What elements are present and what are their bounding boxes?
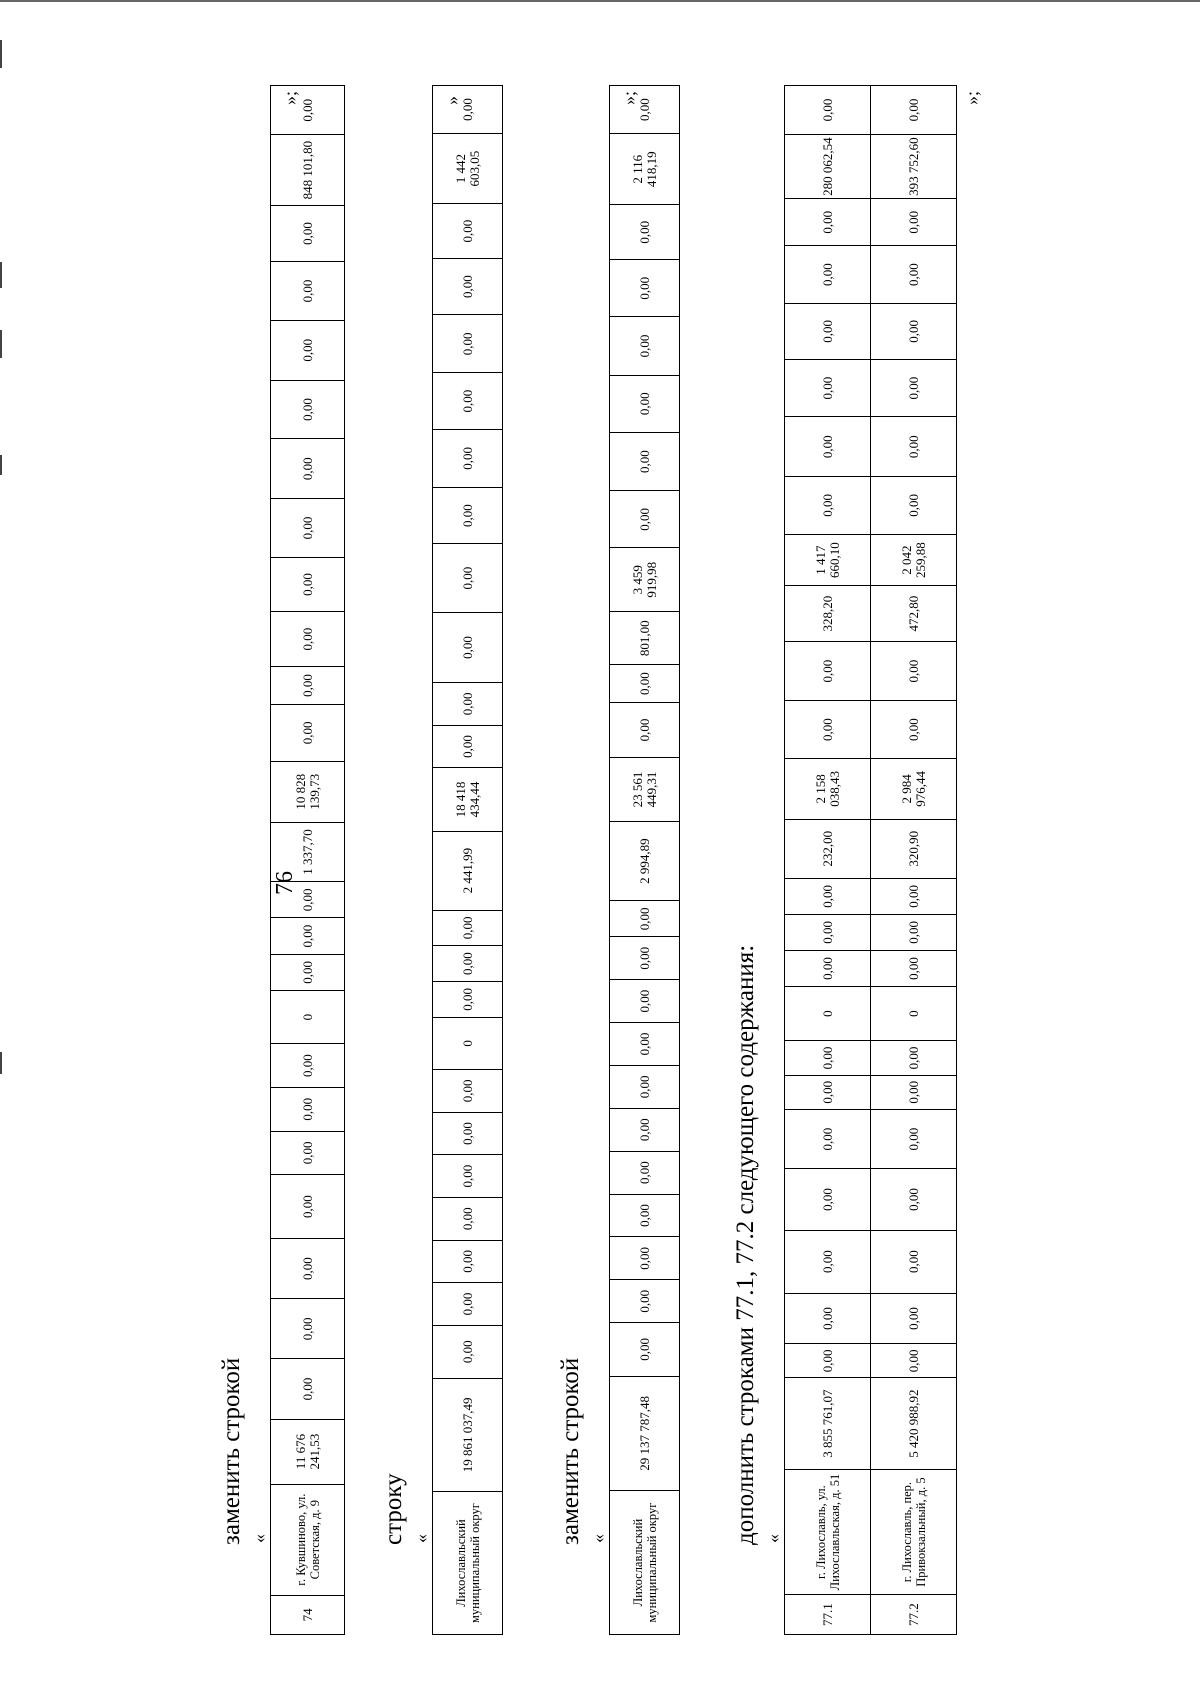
value-cell: 0,00: [610, 317, 680, 376]
address-cell: Лихославльский муниципальный округ: [433, 1492, 503, 1635]
value-cell: 0,00: [871, 1230, 957, 1293]
value-cell: 0,00: [785, 1230, 871, 1293]
value-cell: 0,00: [433, 1197, 503, 1240]
value-cell: 0,00: [271, 557, 345, 612]
value-cell: 0,00: [785, 1075, 871, 1109]
value-cell: 10 828 139,73: [271, 761, 345, 822]
value-cell: 0,00: [610, 1108, 680, 1151]
value-cell: 0,00: [271, 667, 345, 705]
value-cell: 0,00: [433, 1112, 503, 1155]
value-cell: 0,00: [433, 725, 503, 768]
value-cell: 0,00: [871, 1075, 957, 1109]
address-cell: г. Лихославль, ул. Лихославльская, д. 51: [785, 1469, 871, 1594]
row-number: 74: [271, 1595, 345, 1634]
value-cell: 0,00: [271, 612, 345, 667]
value-cell: 0,00: [785, 359, 871, 417]
value-cell: 1 337,70: [271, 822, 345, 881]
scan-edge-mark: [0, 262, 2, 288]
total-cell: 19 861 037,49: [433, 1378, 503, 1491]
value-cell: 0,00: [433, 544, 503, 612]
value-cell: 0,00: [610, 1151, 680, 1194]
value-cell: 232,00: [785, 819, 871, 878]
value-cell: 0,00: [785, 1041, 871, 1075]
value-cell: 0,00: [433, 1240, 503, 1283]
value-cell: 0,00: [785, 914, 871, 950]
value-cell: 0,00: [785, 476, 871, 534]
value-cell: 0,00: [271, 954, 345, 990]
close-quote: »;: [619, 90, 639, 105]
open-quote: «: [249, 1534, 269, 1543]
rotated-page: [212, 85, 1092, 1635]
section-replace-row-okrug: [557, 85, 680, 1635]
value-cell: 472,80: [871, 586, 957, 641]
value-cell: 280 062,54: [785, 134, 871, 198]
address-cell: Лихославльский муниципальный округ: [610, 1491, 680, 1635]
value-cell: 801,00: [610, 612, 680, 665]
value-cell: 23 561 449,31: [610, 758, 680, 822]
value-cell: 18 418 434,44: [433, 768, 503, 831]
value-cell: 0,00: [785, 1109, 871, 1169]
scan-edge-top: [0, 0, 1200, 2]
value-cell: 0,00: [433, 204, 503, 259]
instruction-text: заменить строкой: [218, 1357, 245, 1545]
value-cell: 0,00: [610, 86, 680, 134]
value-cell: 0,00: [871, 701, 957, 759]
value-cell: 0,00: [271, 882, 345, 918]
value-cell: 0,00: [610, 491, 680, 548]
value-cell: 0,00: [433, 946, 503, 982]
value-cell: 0,00: [871, 641, 957, 701]
value-cell: 0,00: [871, 86, 957, 135]
value-cell: 0,00: [610, 205, 680, 260]
data-table: [609, 85, 680, 1635]
instruction-text: строку: [380, 1473, 407, 1545]
value-cell: 0,00: [871, 1169, 957, 1230]
value-cell: 2 116 418,19: [610, 134, 680, 205]
value-cell: 0,00: [871, 246, 957, 304]
value-cell: 0,00: [433, 1155, 503, 1198]
section-add-rows-77: [732, 85, 982, 1635]
value-cell: 0,00: [433, 315, 503, 373]
value-cell: 0,00: [271, 1131, 345, 1175]
value-cell: 0,00: [871, 417, 957, 477]
value-cell: 0,00: [610, 702, 680, 757]
value-cell: 0,00: [433, 612, 503, 682]
value-cell: 2 042 259,88: [871, 534, 957, 586]
data-table: [270, 85, 345, 1635]
value-cell: 2 984 976,44: [871, 759, 957, 820]
value-cell: 0,00: [785, 303, 871, 359]
value-cell: 0,00: [271, 918, 345, 954]
value-cell: 0,00: [433, 683, 503, 726]
value-cell: 0,00: [610, 260, 680, 317]
value-cell: 0,00: [610, 1280, 680, 1323]
table-row: [610, 86, 680, 1635]
value-cell: 0,00: [271, 262, 345, 320]
value-cell: 0,00: [610, 1237, 680, 1280]
value-cell: 320,90: [871, 819, 957, 878]
value-cell: 328,20: [785, 586, 871, 641]
value-cell: 2 994,89: [610, 821, 680, 901]
section-replace-row-74: [218, 85, 345, 1635]
value-cell: 0,00: [871, 359, 957, 417]
value-cell: 0,00: [871, 1344, 957, 1378]
table-row: [433, 86, 503, 1635]
open-quote: «: [411, 1534, 431, 1543]
instruction-text: дополнить строками 77.1, 77.2 следующего содержания:: [732, 944, 759, 1545]
value-cell: 0,00: [433, 258, 503, 314]
value-cell: 0,00: [785, 1293, 871, 1343]
value-cell: 0,00: [610, 1194, 680, 1237]
value-cell: 0,00: [610, 1023, 680, 1066]
value-cell: 0,00: [785, 1344, 871, 1378]
value-cell: 0: [785, 987, 871, 1041]
value-cell: 0,00: [785, 1169, 871, 1230]
value-cell: 0,00: [433, 373, 503, 429]
value-cell: 0,00: [785, 199, 871, 246]
value-cell: 0,00: [610, 375, 680, 432]
value-cell: 0,00: [271, 205, 345, 262]
value-cell: 0,00: [871, 1041, 957, 1075]
value-cell: 0,00: [271, 1087, 345, 1131]
value-cell: 0,00: [871, 199, 957, 246]
row-number: 77.1: [785, 1595, 871, 1635]
total-cell: 5 420 988,92: [871, 1378, 957, 1469]
close-quote: »;: [962, 90, 982, 105]
total-cell: 3 855 761,07: [785, 1378, 871, 1469]
value-cell: 0,00: [610, 665, 680, 703]
value-cell: 0,00: [871, 1109, 957, 1169]
value-cell: 0,00: [871, 950, 957, 986]
value-cell: 848 101,80: [271, 135, 345, 205]
value-cell: 0,00: [871, 303, 957, 359]
instruction-text: заменить строкой: [557, 1357, 584, 1545]
value-cell: 0,00: [785, 950, 871, 986]
scan-edge-mark: [0, 40, 2, 68]
value-cell: 393 752,60: [871, 134, 957, 198]
value-cell: 0,00: [433, 1070, 503, 1113]
value-cell: 1 442 603,05: [433, 133, 503, 203]
close-quote: »;: [280, 90, 300, 105]
value-cell: 0,00: [871, 914, 957, 950]
scan-edge-mark: [0, 455, 2, 475]
value-cell: 0,00: [271, 320, 345, 380]
value-cell: 0,00: [871, 878, 957, 914]
open-quote: «: [763, 1534, 783, 1543]
value-cell: 0,00: [785, 701, 871, 759]
value-cell: 0,00: [871, 1293, 957, 1343]
value-cell: 0,00: [271, 1044, 345, 1088]
value-cell: 0,00: [433, 981, 503, 1017]
value-cell: 0,00: [610, 1323, 680, 1376]
table-row: [785, 86, 871, 1635]
value-cell: 0,00: [271, 1359, 345, 1419]
value-cell: 0,00: [271, 1175, 345, 1239]
value-cell: 0,00: [785, 246, 871, 304]
value-cell: 0,00: [271, 705, 345, 762]
value-cell: 0,00: [871, 476, 957, 534]
total-cell: 11 676 241,53: [271, 1419, 345, 1484]
value-cell: 0,00: [271, 380, 345, 438]
value-cell: 0,00: [271, 439, 345, 499]
value-cell: 0,00: [433, 86, 503, 134]
value-cell: 0,00: [785, 641, 871, 701]
total-cell: 29 137 787,48: [610, 1376, 680, 1491]
value-cell: 0,00: [271, 86, 345, 135]
value-cell: 0,00: [433, 1325, 503, 1378]
open-quote: «: [588, 1534, 608, 1543]
scan-edge-mark: [0, 330, 2, 358]
value-cell: 0,00: [785, 878, 871, 914]
value-cell: 2 441,99: [433, 831, 503, 910]
value-cell: 3 459 919,98: [610, 548, 680, 612]
value-cell: 0,00: [433, 487, 503, 543]
close-quote: »: [442, 96, 462, 105]
table-row: [271, 86, 345, 1635]
value-cell: 0,00: [610, 937, 680, 980]
value-cell: 0,00: [271, 1299, 345, 1359]
value-cell: 0,00: [271, 1239, 345, 1299]
section-row-okrug-old: [380, 85, 503, 1635]
value-cell: 0: [271, 990, 345, 1043]
value-cell: 0,00: [433, 429, 503, 487]
value-cell: 0: [871, 987, 957, 1041]
page-number: 76: [272, 871, 298, 895]
value-cell: 0,00: [785, 86, 871, 135]
value-cell: 0,00: [785, 417, 871, 477]
value-cell: 0: [433, 1017, 503, 1069]
table-row: [871, 86, 957, 1635]
data-table: [432, 85, 503, 1635]
scan-edge-mark: [0, 1052, 2, 1074]
value-cell: 0,00: [610, 901, 680, 937]
value-cell: 0,00: [610, 432, 680, 491]
value-cell: 2 158 038,43: [785, 759, 871, 820]
value-cell: 0,00: [610, 1065, 680, 1108]
address-cell: г. Лихославль, пер. Привокзальный, д. 5: [871, 1469, 957, 1594]
row-number: 77.2: [871, 1595, 957, 1635]
data-table: [784, 85, 957, 1635]
value-cell: 0,00: [433, 1283, 503, 1326]
value-cell: 0,00: [433, 910, 503, 946]
value-cell: 0,00: [271, 499, 345, 557]
value-cell: 1 417 660,10: [785, 534, 871, 586]
address-cell: г. Кувшиново, ул. Советская, д. 9: [271, 1484, 345, 1595]
value-cell: 0,00: [610, 980, 680, 1023]
